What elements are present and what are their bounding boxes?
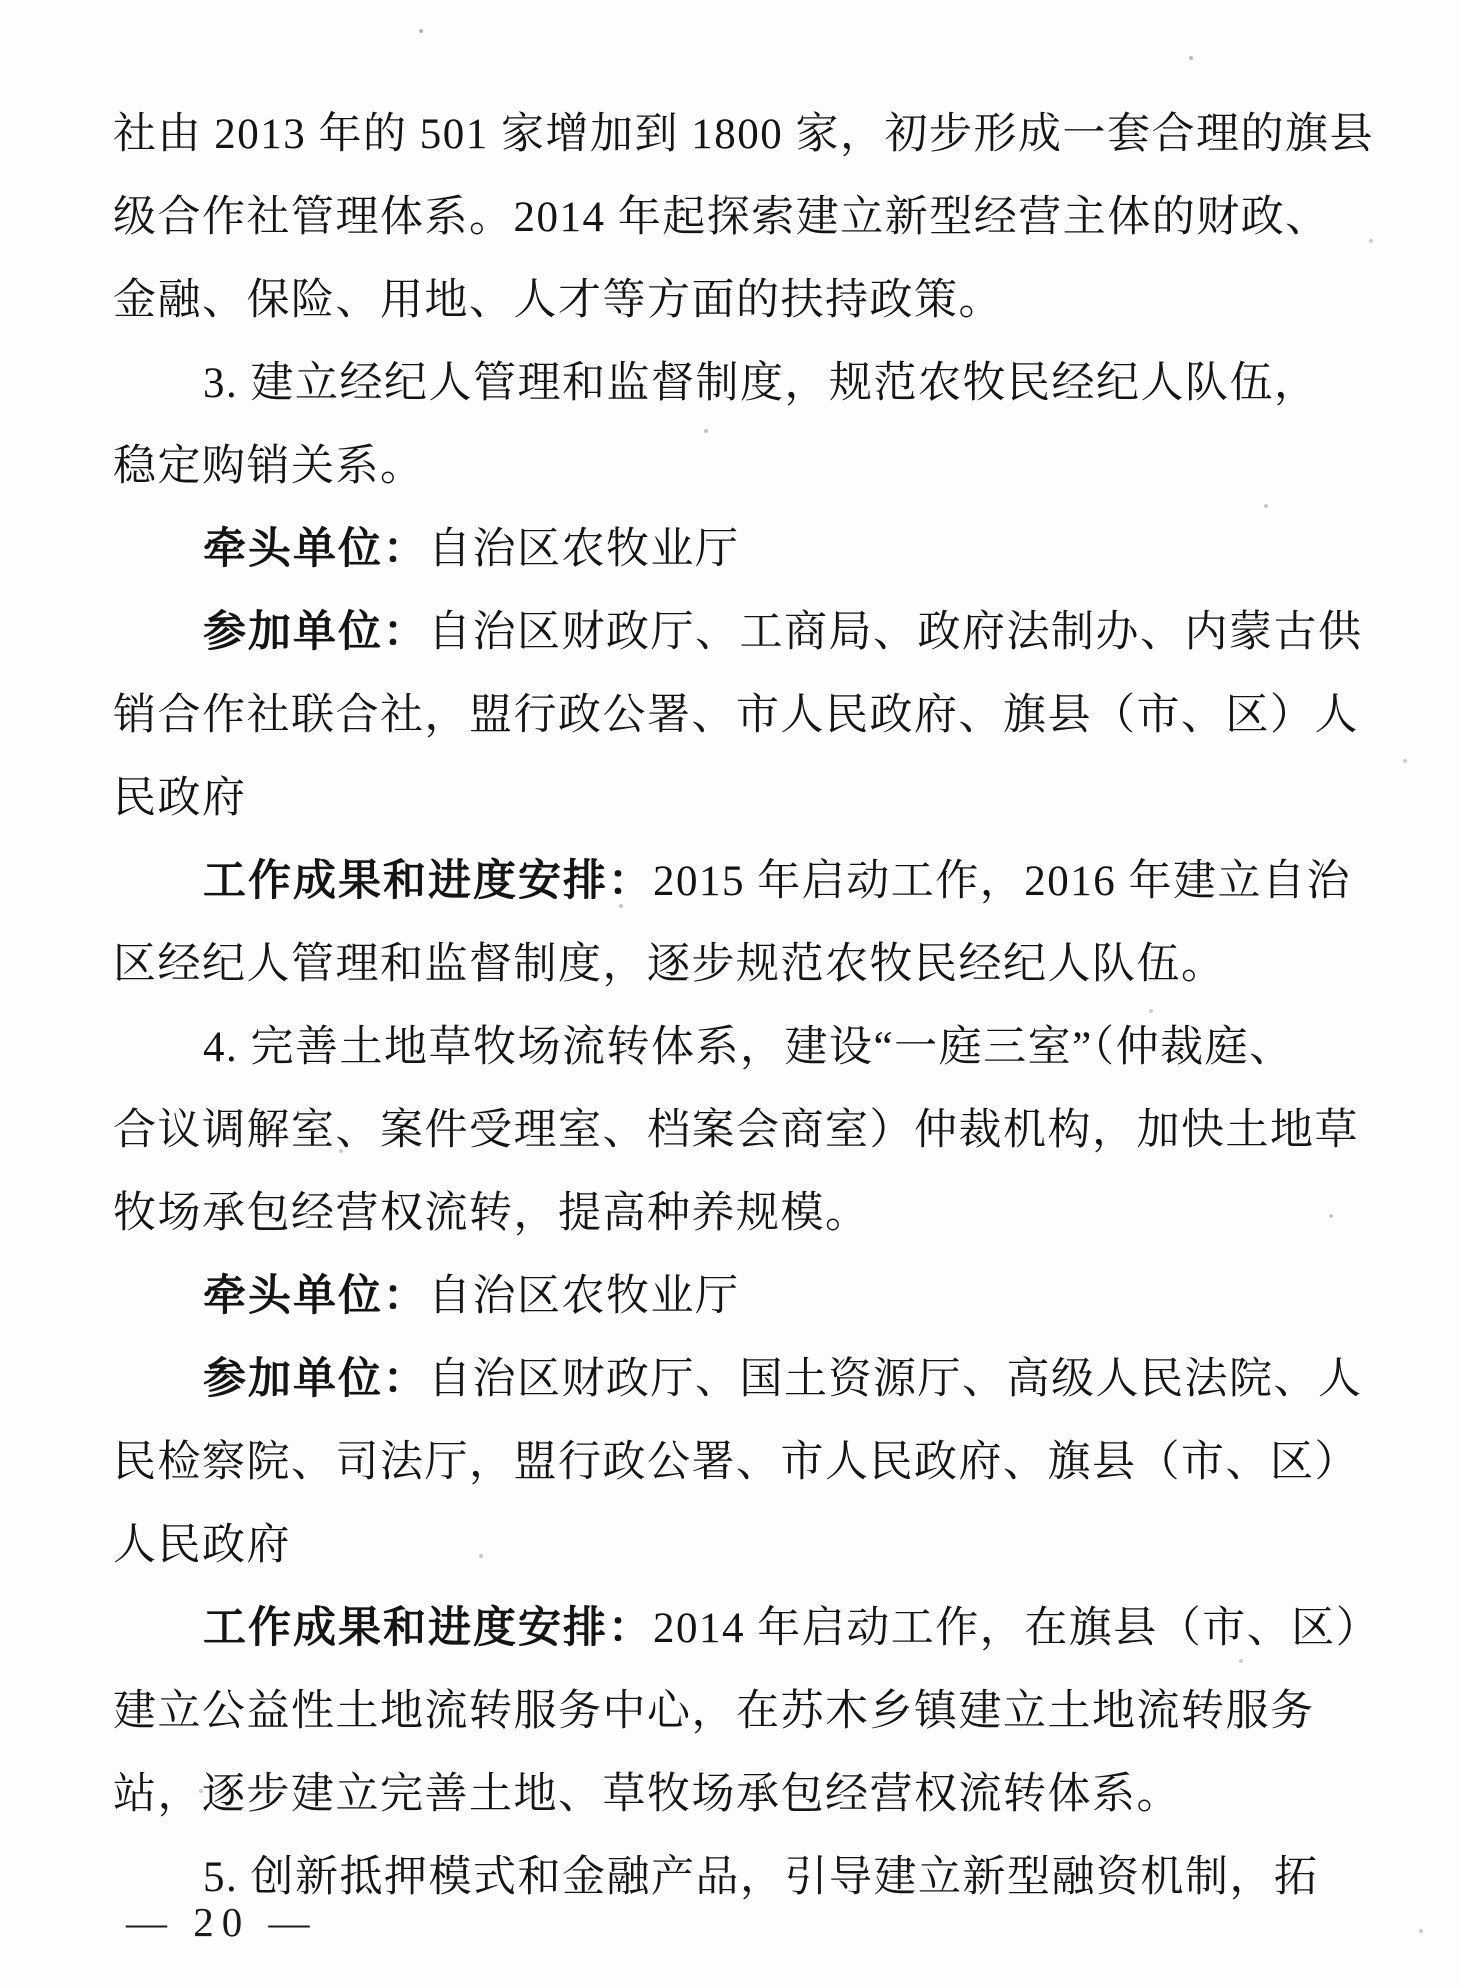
bold-label: 参加单位： [203, 609, 428, 656]
text-line [113, 1006, 1303, 1089]
document-body [113, 93, 1381, 1919]
bold-label: 牵头单位： [203, 526, 428, 573]
page-number: — 20 — [126, 1899, 318, 1945]
text-segment: 牧场承包经营权流转，提高种养规模。 [113, 1190, 870, 1237]
text-segment: 3. 建立经纪人管理和监督制度，规范农牧民经纪人队伍， [203, 360, 1319, 407]
text-line [113, 1670, 1315, 1753]
bold-label: 工作成果和进度安排： [203, 858, 653, 905]
text-segment: 5. 创新抵押模式和金融产品，引导建立新型融资机制，拓 [203, 1854, 1319, 1901]
text-segment: 自治区农牧业厅 [428, 1273, 740, 1320]
text-line [113, 1255, 1303, 1338]
text-segment: 2014 年启动工作，在旗县（市、区） [653, 1605, 1381, 1652]
scan-noise [0, 0, 2, 2]
text-line [113, 757, 1303, 840]
text-line [113, 93, 1374, 176]
text-line [113, 1338, 1363, 1421]
text-line [113, 1089, 1359, 1172]
text-segment: 自治区财政厅、工商局、政府法制办、内蒙古供 [428, 609, 1363, 656]
text-segment: 金融、保险、用地、人才等方面的扶持政策。 [113, 277, 1003, 324]
text-line [113, 1587, 1381, 1670]
text-segment: 民检察院、司法厅，盟行政公署、市人民政府、旗县（市、区） [113, 1439, 1359, 1486]
text-line [113, 840, 1351, 923]
text-segment: 社由 2013 年的 501 家增加到 1800 家，初步形成一套合理的旗县 [113, 111, 1374, 158]
text-line [113, 923, 1303, 1006]
bold-label: 牵头单位： [203, 1273, 428, 1320]
text-line [113, 1172, 1303, 1255]
bold-label: 参加单位： [203, 1356, 428, 1403]
text-segment: 自治区农牧业厅 [428, 526, 740, 573]
text-line [113, 342, 1319, 425]
text-line [113, 1753, 1303, 1836]
text-line [113, 425, 1303, 508]
text-segment: 级合作社管理体系。2014 年起探索建立新型经营主体的财政、 [113, 194, 1330, 241]
text-line [113, 1421, 1359, 1504]
text-line [113, 176, 1330, 259]
text-segment: 建立公益性土地流转服务中心，在苏木乡镇建立土地流转服务 [113, 1688, 1315, 1735]
text-segment: 民政府 [113, 775, 247, 822]
text-segment: 区经纪人管理和监督制度，逐步规范农牧民经纪人队伍。 [113, 941, 1226, 988]
text-line [113, 1504, 1303, 1587]
text-segment: 4. 完善土地草牧场流转体系，建设“一庭三室”（仲裁庭、 [203, 1024, 1294, 1071]
text-line [113, 508, 1303, 591]
text-segment: 人民政府 [113, 1522, 291, 1569]
text-line [113, 259, 1303, 342]
bold-label: 工作成果和进度安排： [203, 1605, 653, 1652]
text-segment: 自治区财政厅、国土资源厅、高级人民法院、人 [428, 1356, 1363, 1403]
text-segment: 合议调解室、案件受理室、档案会商室）仲裁机构，加快土地草 [113, 1107, 1359, 1154]
text-line [113, 591, 1363, 674]
text-segment: 站，逐步建立完善土地、草牧场承包经营权流转体系。 [113, 1771, 1181, 1818]
text-segment: 2015 年启动工作，2016 年建立自治 [653, 858, 1351, 905]
text-segment: 销合作社联合社，盟行政公署、市人民政府、旗县（市、区）人 [113, 692, 1359, 739]
text-line [113, 674, 1359, 757]
text-segment: 稳定购销关系。 [113, 443, 425, 490]
